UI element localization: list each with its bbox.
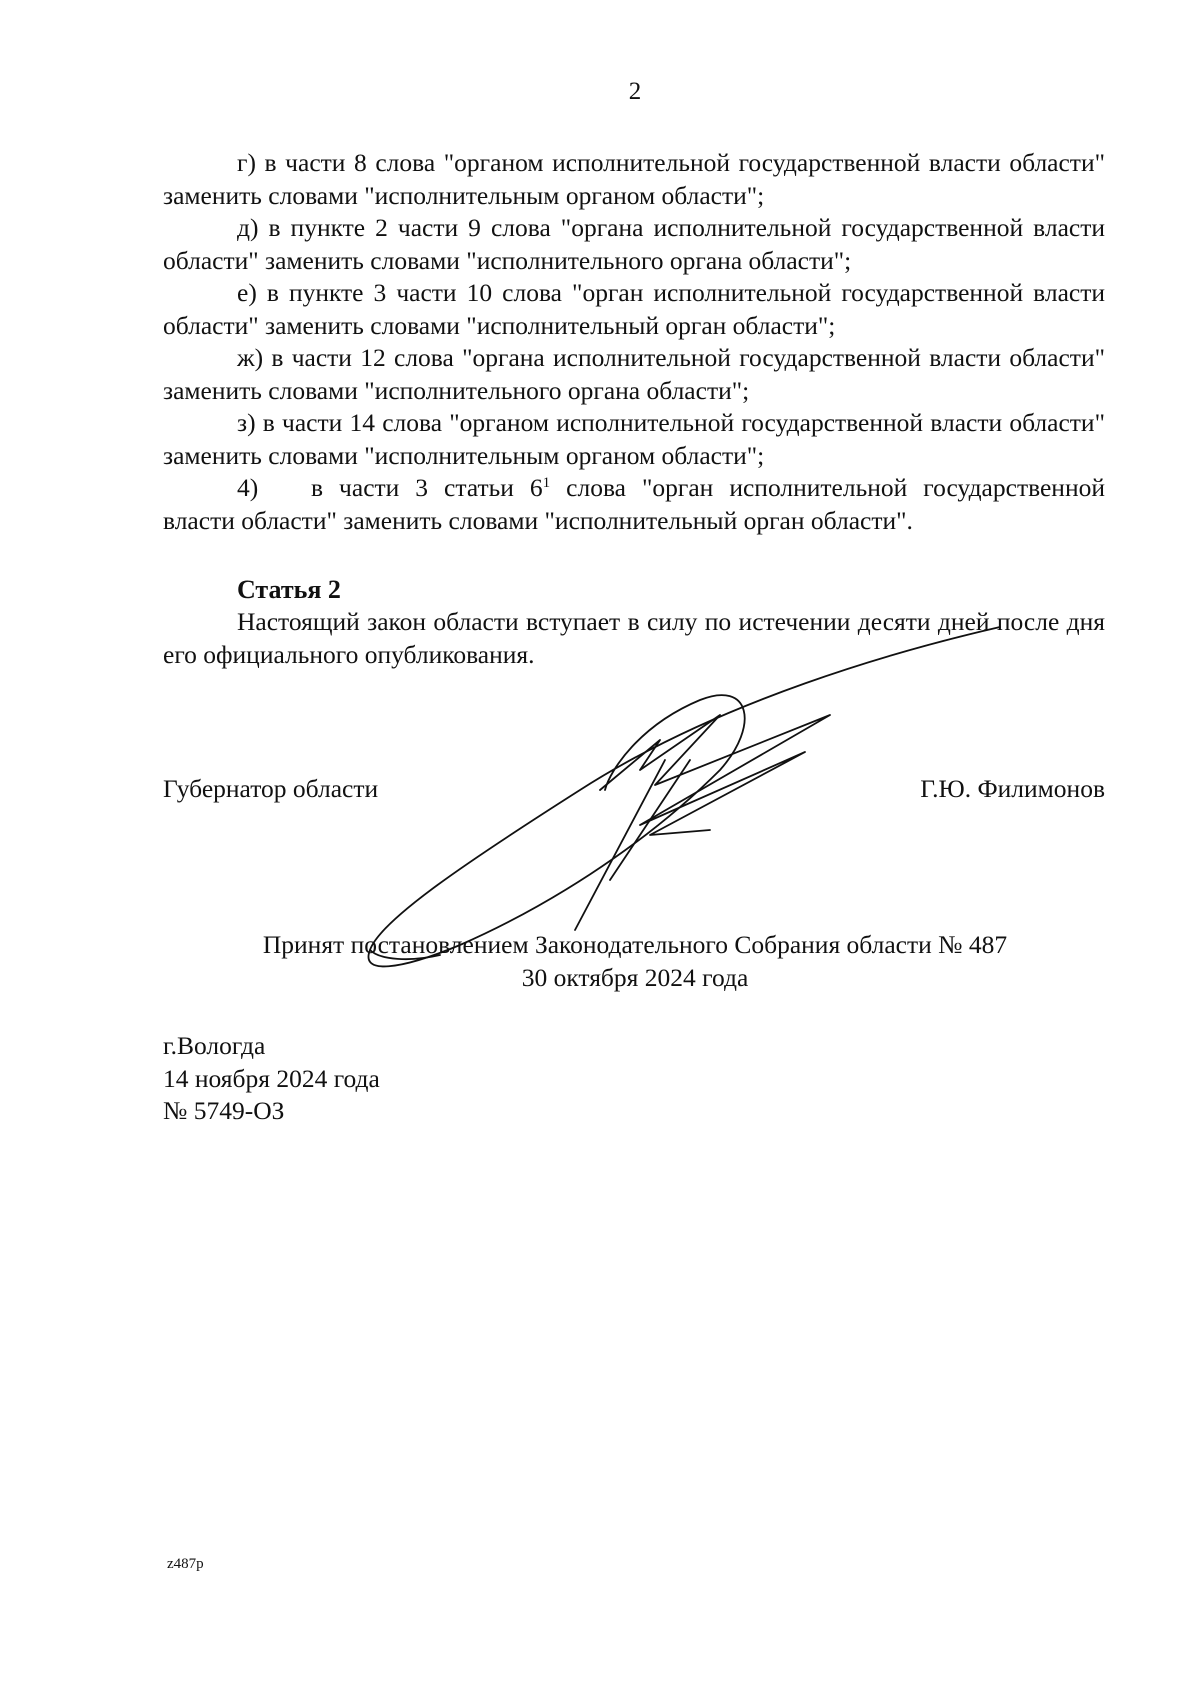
amendment-item: д) в пункте 2 части 9 слова "органа исполнительной государственной власти области" заменить словами "исполнительного органа области"; bbox=[163, 213, 1105, 275]
signatory-position: Губернатор области bbox=[163, 774, 379, 803]
amendment-item: е) в пункте 3 части 10 слова "орган исполнительной государственной власти области" заменить словами "исполнительный орган области"; bbox=[163, 278, 1105, 340]
article-body: Настоящий закон области вступает в силу по истечении десяти дней после дня его официального опубликования. bbox=[163, 607, 1105, 669]
signatory-name: Г.Ю. Филимонов bbox=[920, 774, 1105, 803]
amendment-text-start: в части 3 статьи 6 bbox=[311, 473, 543, 502]
place-and-date bbox=[163, 1030, 380, 1128]
amendment-item: ж) в части 12 слова "органа исполнительной государственной власти области" заменить словами "исполнительного органа области"; bbox=[163, 343, 1105, 405]
amendment-item-4 bbox=[163, 472, 1105, 537]
signing-date: 14 ноября 2024 года bbox=[163, 1063, 380, 1093]
amendment-text-end: слова "орган исполнительной государственной власти области" заменить словами "исполнительный орган области". bbox=[163, 473, 1105, 535]
law-number: № 5749-ОЗ bbox=[163, 1096, 285, 1125]
adoption-resolution: Принят постановлением Законодательного Собрания области № 487 bbox=[262, 930, 1008, 959]
amendment-marker: 4) bbox=[237, 473, 259, 502]
city: г.Вологда bbox=[163, 1031, 266, 1060]
article-title: Статья 2 bbox=[237, 575, 341, 604]
amendment-item: г) в части 8 слова "органом исполнительной государственной власти области" заменить словами "исполнительным органом области"; bbox=[163, 148, 1105, 210]
amendment-item: з) в части 14 слова "органом исполнительной государственной власти области" заменить словами "исполнительным органом области"; bbox=[163, 408, 1105, 470]
document-code: z487p bbox=[167, 1556, 204, 1572]
superscript: 1 bbox=[542, 475, 551, 491]
adoption-date: 30 октября 2024 года bbox=[521, 963, 749, 992]
amendment-list bbox=[163, 147, 1105, 537]
page-number: 2 bbox=[628, 78, 642, 105]
adoption-note bbox=[0, 928, 1200, 994]
